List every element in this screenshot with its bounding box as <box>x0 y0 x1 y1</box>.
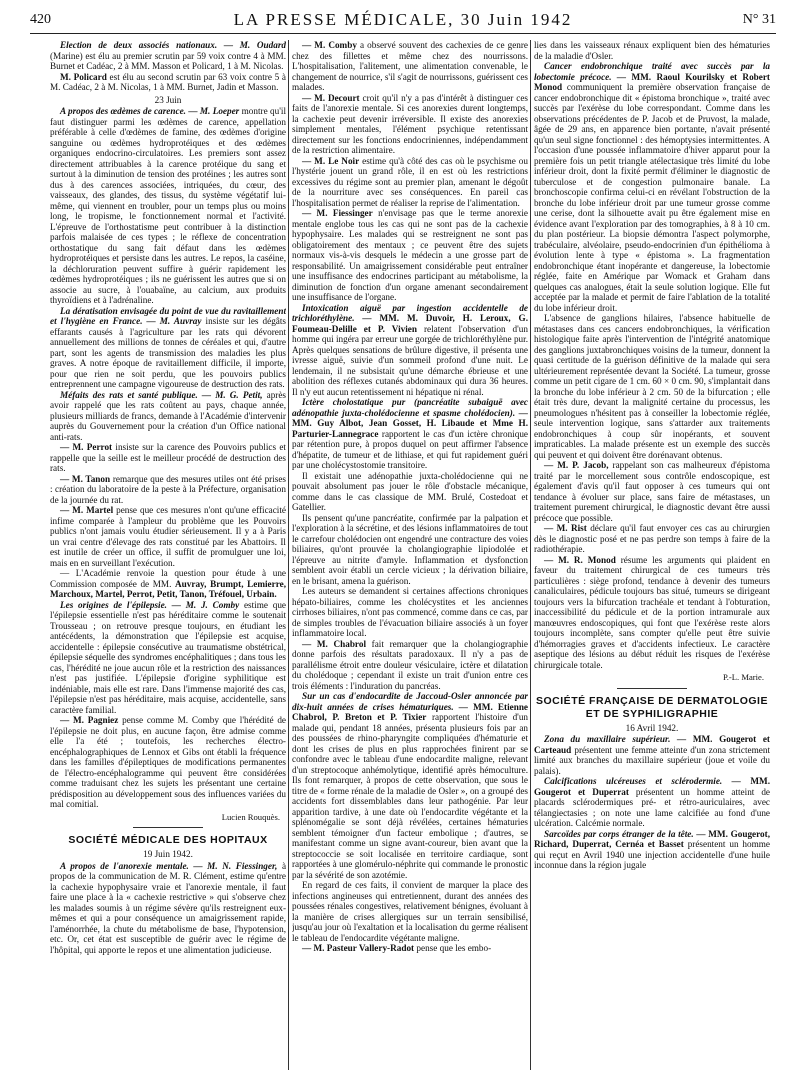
header-rule <box>30 33 776 34</box>
column-divider <box>288 40 289 1070</box>
paragraph: — M. Martel pense que ces mesures n'ont qu'une efficacité infime comparée à l'ampleur du problème que les Pouvoirs publics n'ont jamais voulu étudier sérieusement. Il y a à Paris un vrai centre d'élevage des rats constitué par les Abattoirs. Il est inutile de créer un office, il suffit de promulguer une loi, mais en en surveillant l'exécution. <box>50 505 286 568</box>
paragraph: Ils pensent qu'une pancréatite, confirmée par la palpation et l'exploration à la sécrétine, et des lésions inflammatoires de tout le carrefour cholédocien ont engendré une contracture des voies biliaires, qu'ont prouvée la cholangiographie lipiodolée et l'épreuve au nitrite d'amyle. Inflammation et dysfonction semblent avoir établi un cercle vicieux ; la dérivation biliaire, en le brisant, amena la guérison. <box>292 512 528 586</box>
section-divider <box>133 827 203 828</box>
article-heading: Zona du maxillaire supérieur. — <box>544 734 687 744</box>
article-heading: Intoxication aiguë par ingestion accidentelle de trichloréthylène. — <box>292 302 528 323</box>
author-name: MM. Gougerot et Carteaud <box>534 734 770 755</box>
author-name: — M. Rist <box>544 523 587 533</box>
author-name: — M. Chabrol <box>302 638 366 649</box>
section-divider <box>617 688 687 689</box>
paragraph: Les origines de l'épilepsie. — M. J. Comby estime que l'épilepsie essentielle n'est pas héréditaire comme le soutenait Trousseau ; on retrouve presque toujours, en étudiant les antécédents, la démonstration que l'épilepsie est acquise, accidentelle : épilepsie consécutive au traumatisme obstétrical, épilepsie séquelle des syndromes encéphalitiques ; dans tous les cas, l'hérédité ne joue aucun rôle et la restriction des naissances n'est pas justifiée. L'épilepsie d'origine syphilitique est indéniable, mais elle est rare. Dans l'immense majorité des cas, l'épilepsie n'est pas héréditaire, mais acquise, accidentelle, sans caractère familial. <box>50 599 286 715</box>
author-name: — M. P. Jacob, <box>544 460 609 470</box>
author-name: MM. Raoul Kourilsky et Robert Monod <box>534 71 770 92</box>
author-name: — M. Decourt <box>302 92 360 103</box>
article-heading: Méfaits des rats et santé publique. — M. G. Petit, <box>60 389 263 400</box>
page-header <box>30 10 776 32</box>
report-signature: P.-L. Marie. <box>722 672 764 682</box>
paragraph: — L'Académie renvoie la question pour étude à une Commission composée de MM. Auvray, Brumpt, Lemierre, Marchoux, Martel, Perrot, Petit, Tanon, Tréfouel, Urbain. <box>50 568 286 599</box>
author-name: — M. Pasteur Vallery-Radot <box>302 943 415 953</box>
article-heading: Ictère cholostatique pur (pancréatite subaiguë avec adénopathie juxta-cholédocienne et spasme cholédocien). — <box>292 397 528 418</box>
author-name: MM. Gougerot et Duperrat <box>534 776 770 797</box>
session-date: 19 Juin 1942. <box>143 849 193 859</box>
article-heading: A propos des œdèmes de carence. — M. Loeper <box>60 106 240 116</box>
page-number: 420 <box>30 12 51 27</box>
paragraph: lies dans les vaisseaux rénaux expliquent bien des hématuries de la maladie d'Osler. <box>534 40 770 61</box>
column-right <box>534 40 770 1070</box>
paragraph: — M. Rist déclare qu'il faut envoyer ces cas au chirurgien dès le diagnostic posé et ne pas perdre son temps à faire de la radiothérapie. <box>534 523 770 554</box>
paragraph: Méfaits des rats et santé publique. — M. G. Petit, après avoir rappelé que les rats coûtent au pays, chaque année, plusieurs milliards de francs, demande à l'Académie d'intervenir auprès du Gouvernement pour la création d'un Office national anti-rats. <box>50 389 286 442</box>
session-date: 16 Avril 1942. <box>625 722 679 733</box>
article-heading: Election de deux associés nationaux. — M. Oudard <box>60 40 286 50</box>
paragraph: Cancer endobronchique traité avec succès par la lobectomie précoce. — MM. Raoul Kourilsky et Robert Monod communiquent la première observation française de cancer endobronchique dit « épistoma bronchique », traité avec succès par l'exérèse du lobe correspondant. Comme dans les observations précédentes de P. Jacob et de Pruvost, la malade, âgée de 29 ans, en apparence bien portante, n'avait présenté qu'un seul signe fonctionnel : des hémoptysies intermittentes. A l'occasion d'une poussée inflammatoire d'hiver apparut pour la première fois un petit triangle atélectasique très limité du lobe inférieur droit, dont la fixité permit d'éliminer le diagnostic de tuberculose et de congestion pulmonaire banale. La bronchoscopie confirma celui-ci en révélant l'obstruction de la bronche du lobe inférieur droit par une tumeur grosse comme une cerise, dont la silhouette avait pu être également mise en évidence avant l'exploration par des tomographies, à 8 à 10 cm. du plan postérieur. La biopsie démontra l'aspect polymorphe, trabéculaire, alvéolaire, pseudo-endocrinien d'un épithélioma à évolution lente à type « épistoma ». La fragmentation endobronchique étant inopérante et dangereuse, la lobectomie réglée, faite en Amérique par Womack et Graham dans quelques cas analogues, était la seule solution logique. Elle fut acceptée par la malade et permit de faire l'ablation de la totalité du lobe inférieur droit. <box>534 61 770 313</box>
paragraph: La dératisation envisagée du point de vue du ravitaillement et l'hygiène en France. — M. Auvray insiste sur les dégâts effarants causés à l'agriculture par les rats qui dévorent annuellement des millions de tonnes de céréales et qui, d'autre part, sont les agents de transmission des maladies les plus graves. A notre époque de ravitaillement difficile, il importe, pour que rien ne soit perdu, que les pouvoirs publics entreprennent une campagne vigoureuse de destruction des rats. <box>50 305 286 389</box>
paragraph: Sur un cas d'endocardite de Jaccoud-Osler annoncée par dix-huit années de crises hématuriques. — MM. Etienne Chabrol, P. Breton et P. Tixier rapportent l'histoire d'un malade qui, pendant 18 années, présenta plusieurs fois par an des poussées de rhino-pharyngite compliquées d'hématurie et dont les crises de plus en plus rapprochées finirent par se confondre avec le tableau d'une endocardite maligne, relevant d'un streptocoque anhémolytique, identifié après hémoculture. Ils font remarquer, à propos de cette observation, que sous le titre de « forme rénale de la maladie de Osler », on a groupé des accidents fort dissemblables dans leur pathogénie. Par leur apparition tardive, à une date où l'endocardite végétante et la splénomégalie se sont déjà révélées, certaines hématuries semblent témoigner d'un facteur embolique ; d'autres, se manifestant comme un signe avant-coureur, bien avant que la streptococcie se soit localisée en territoire cardiaque, sont rapportées à une glomérulo-néphrite qui commande le pronostic par la sévérité de son azotémie. <box>292 691 528 880</box>
author-name: — M. Le Noir <box>302 155 360 166</box>
article-heading: Les origines de l'épilepsie. — M. J. Comby <box>60 599 240 610</box>
author-name: — M. Martel <box>60 505 114 515</box>
paragraph: A propos de l'anorexie mentale. — M. N. Fiessinger, à propos de la communication de M. R. Clément, estime qu'entre la cachexie hypophysaire vraie et l'anorexie mentale, il faut faire une place à la « cachexie restrictive » qui s'observe chez les malades soumis à un régime sévère qu'ils restreignent eux-mêmes et qui a pour conséquence un amaigrissement rapide, l'aménorrhée, la chute du métabolisme de base, l'hypotension, etc. Or, cet état est susceptible de guérir avec le régime de l'hôpital, qui apporte le repos et une alimentation judicieuse. <box>50 860 286 955</box>
session-date: 23 Juin <box>154 94 182 105</box>
paragraph: — M. P. Jacob, rappelant son cas malheureux d'épistoma traité par le morcellement sous contrôle endoscopique, est également d'avis qu'il faut opposer à ces tumeurs qui ont tendance à évoluer sur place, sans faire de métastases, un traitement purement chirurgical, le diagnostic devant être aussi précoce que possible. <box>534 460 770 523</box>
society-title: SOCIÉTÉ FRANÇAISE DE DERMATOLOGIE ET DE SYPHILIGRAPHIE <box>536 694 768 720</box>
paragraph: — M. Chabrol fait remarquer que la cholangiographie donne parfois des résultats paradoxaux. Il n'y a pas de parallélisme étroit entre douleur vésiculaire, ictère et dilatation du cholédoque ; cependant il existe un trait d'union entre ces trois éléments : l'induration du pancréas. <box>292 638 528 691</box>
journal-title: LA PRESSE MÉDICALE, 30 Juin 1942 <box>233 10 573 29</box>
author-name: M. Policard <box>60 71 107 82</box>
author-name: MM. Gougerot, Richard, Duperrat, Cernéa et Basset <box>534 828 770 849</box>
author-name: Auvray, Brumpt, Lemierre, Marchoux, Martel, Perrot, Petit, Tanon, Tréfouel, Urbain. <box>50 578 286 599</box>
author-name: — M. Comby <box>302 40 357 50</box>
paragraph: — M. Tanon remarque que des mesures utiles ont été prises : création du laboratoire de la peste à la Préfecture, organisation de la journée du rat. <box>50 473 286 505</box>
article-heading: Sur un cas d'endocardite de Jaccoud-Osler annoncée par dix-huit années de crises hématuriques. — <box>292 691 528 712</box>
paragraph: — M. Le Noir estime qu'à côté des cas où le psychisme ou l'hystérie jouent un grand rôle, il en est où les restrictions excessives du régime sont au premier plan, amenant le dégoût de la nourriture avec ses conséquences. En pareil cas l'hospitalisation permet de réaliser la reprise de l'alimentation. <box>292 155 528 208</box>
paragraph: Les auteurs se demandent si certaines affections chroniques hépato-biliaires, comme les cholécystites et les anciennes cirrhoses biliaires, n'ont pas commencé, comme dans ce cas, par de simples troubles de l'évacuation biliaire associés à un foyer inflammatoire local. <box>292 586 528 638</box>
article-heading: Cancer endobronchique traité avec succès par la lobectomie précoce. — <box>534 61 770 82</box>
author-name: — M. Perrot <box>60 442 113 452</box>
article-heading: Calcifications ulcéreuses et sclérodermie. — <box>544 776 741 786</box>
author-name: — M. R. Monod <box>544 554 616 565</box>
report-signature: Lucien Rouquès. <box>221 811 280 822</box>
issue-number: N° 31 <box>742 12 776 27</box>
society-title: SOCIÉTÉ MÉDICALE DES HOPITAUX <box>68 834 268 846</box>
paragraph: A propos des œdèmes de carence. — M. Loeper montre qu'il faut distinguer parmi les œdèmes de carence, appellation préférable à celle d'œdèmes de famine, des œdèmes d'origine sanguine ou œdèmes hydroprotéiques et des œdèmes organiques endocrino-circulatoires. Les premiers sont assez directement attribuables à la carence protéique du sang et surtout à la diminution de tension des protéines ; les autres sont dus à des carences associées, intriquées, du cœur, des vaisseaux, des glandes, des tissus, du système végétatif lui-même, qui viennent en troubler, pour un temps plus ou moins long, le tropisme, le fonctionnement normal et l'activité. L'épreuve de l'orthostatisme peut contribuer à la distinction parfois malaisée de ces types ; le réflexe de concentration orthostatique du sang fait défaut dans les œdèmes hydroprotéiques et persiste dans les autres. Le repos, la caséine, la déchloruration peuvent suffire à guérir rapidement les œdèmes hydroprotéiques ; ils ne guérissent les autres que si on associe au sucre, à l'ouabaïne, au calcium, aux produits thyroïdiens et à l'adrénaline. <box>50 106 286 305</box>
author-name: — M. Tanon <box>60 473 111 484</box>
paragraph: — M. Comby a observé souvent des cachexies de ce genre chez des fillettes et même chez des nourrissons. L'hospitalisation, l'alitement, une alimentation convenable, le changement de nourrice, s'il s'agit de nourrissons, guérissent ces malades. <box>292 40 528 92</box>
paragraph: L'absence de ganglions hilaires, l'absence habituelle de métastases dans ces cancers endobronchiques, la vérification histologique faite après l'intervention de l'intégrité anatomique des ganglions juxtabronchiques voisins de la tumeur, donnent la quasi certitude de la guérison définitive de la malade qui sera ultérieurement représentée devant la Société. La tumeur, grosse comme un petit cigare de 1 cm. 60 × 0 cm. 90, s'implantait dans la bronche du lobe inférieur à 2 cm. 50 de la bifurcation ; elle était très dure, devant la malignité certaine du processus, les pneumologues n'hésitent pas à conseiller la lobectomie réglée, seule intervention logique, sans s'attarder aux traitements endobronchiques à coup sûr inopérants, et souvent impraticables. La malade présente est un exemple des succès qui peuvent et qui doivent être dorénavant obtenus. <box>534 313 770 460</box>
article-heading: A propos de l'anorexie mentale. — M. N. Fiessinger, <box>60 860 278 871</box>
paragraph: Election de deux associés nationaux. — M. Oudard (Marine) est élu au premier scrutin par 59 voix contre 4 à MM. Burnet et Cadéac, 2 à MM. Masson et Policard, 1 à M. Nicolas. <box>50 40 286 71</box>
paragraph: En regard de ces faits, il convient de marquer la place des infections angineuses qui entretiennent, durant des années des poussées rénales congestives, relativement bénignes, évoluant à la manière de crises allergiques sur un terrain sensibilisé, jusqu'au jour où l'exaltation et la localisation du germe réalisent le tableau de l'endocardite végétante maligne. <box>292 880 528 943</box>
column-middle <box>292 40 528 1070</box>
paragraph: — M. Fiessinger n'envisage pas que le terme anorexie mentale englobe tous les cas qui ne sont pas de la cachexie hypophysaire. Les malades qui se restreignent ne sont pas obligatoirement des mentaux ; ce peuvent être des sujets normaux vis-à-vis desquels le médecin a une grosse part de responsabilité. Un amaigrissement considérable peut entraîner une insuffisance des endocrines participant au métabolisme, la diminution de fonction d'un organe amenant secondairement une insuffisance de l'organe. <box>292 208 528 302</box>
paragraph: — M. Pagniez pense comme M. Comby que l'hérédité de l'épilepsie ne doit plus, en aucune façon, être admise comme elle l'a été ; toutefois, les recherches électro-encéphalographiques de Lennox et Gibs ont établi la fréquence dans les familles d'épileptiques de modifications permanentes de l'électro-encéphalogramme qui peuvent être considérées comme traduisant chez les sujets les présentant une certaine prédisposition au développement sous des influences variées du mal comitial. <box>50 715 286 809</box>
column-left <box>50 40 286 1070</box>
paragraph: — M. R. Monod résume les arguments qui plaident en faveur du traitement chirurgical de ces tumeurs très particulières : siège profond, tendance à devenir des tumeurs canaliculaires, pédicule toujours bas situé, tumeurs se dirigeant toujours vers la bifurcation trachéale et tendant à l'obturation, inaccessibilité du pédicule et de la portion intramurale aux manœuvres endoscopiques, qui font que l'exérèse reste alors toujours incomplète, sans compter qu'elle peut être suivie d'hémorragies graves et d'accidents infectieux. Le caractère aseptique des lésions au début réduit les risques de l'exérèse chirurgicale totale. <box>534 554 770 670</box>
paragraph: — M. Perrot insiste sur la carence des Pouvoirs publics et rappelle que la seille est le meilleur procédé de destruction des rats. <box>50 442 286 473</box>
author-name: MM. M. Duvoir, H. Leroux, G. Foumeau-Delille et P. Vivien <box>292 313 528 334</box>
article-heading: Sarcoïdes par corps étranger de la tête. — <box>544 828 706 839</box>
paragraph: Ictère cholostatique pur (pancréatite subaiguë avec adénopathie juxta-cholédocienne et spasme cholédocien). — MM. Guy Albot, Jean Gosset, H. Libaude et Mme H. Parturier-Lannegrace rapportent le cas d'un ictère chronique par rétention pure, à propos duquel on peut affirmer l'absence d'hépatite, de tumeur et de lithiase, et qui fut rapidement guéri par une cholécystostomie transitoire. <box>292 397 528 470</box>
column-divider <box>530 40 531 1070</box>
paragraph: Il existait une adénopathie juxta-cholédocienne qui ne pouvait absolument pas jouer le rôle d'obstacle mécanique, comme dans le cas classique de MM. Brulé, Costedoat et Gatellier. <box>292 470 528 512</box>
author-name: — M. Fiessinger <box>302 208 373 218</box>
paragraph: Zona du maxillaire supérieur. — MM. Gougerot et Carteaud présentent une femme atteinte d'un zona strictement limité aux branches du maxillaire supérieur (joue et voile du palais). <box>534 734 770 776</box>
author-name: — M. Pagniez <box>60 715 119 725</box>
paragraph: M. Policard est élu au second scrutin par 63 voix contre 5 à M. Cadéac, 2 à M. Nicolas, 1 à MM. Burnet, Jadin et Masson. <box>50 71 286 92</box>
paragraph: Calcifications ulcéreuses et sclérodermie. — MM. Gougerot et Duperrat présentent un homme atteint de placards sclérodermiques pré- et rétro-auriculaires, avec télangiectasies ; on note une lame calcifiée au fond d'une ulcération. Calcémie normale. <box>534 776 770 828</box>
paragraph: Sarcoïdes par corps étranger de la tête. — MM. Gougerot, Richard, Duperrat, Cernéa et Basset présentent un homme qui reçut en Avril 1940 une injection accidentelle d'une huile inconnue dans la région jugale <box>534 828 770 870</box>
author-name: MM. Etienne Chabrol, P. Breton et P. Tixier <box>292 701 528 722</box>
paragraph: Intoxication aiguë par ingestion accidentelle de trichloréthylène. — MM. M. Duvoir, H. Leroux, G. Foumeau-Delille et P. Vivien relatent l'observation d'un homme qui ingéra par erreur une gorgée de trichloréthylène pur. Après quelques sensations de brûlure digestive, il présenta une ivresse aiguë, suivie d'un sommeil profond d'une nuit. Le lendemain, il ne subsistait qu'une démarche ébrieuse et une abolition des réflexes cutanés abdominaux qui dura 36 heures. Il n'y eut aucun retentissement ni hépatique ni rénal. <box>292 302 528 397</box>
author-name: MM. Guy Albot, Jean Gosset, H. Libaude et Mme H. Parturier-Lannegrace <box>292 418 528 439</box>
paragraph: — M. Decourt croit qu'il n'y a pas d'intérêt à distinguer ces faits de l'anorexie mentale. Si ces anorexies durent longtemps, la cachexie peut devenir irréversible. Il existe des anorexies simplement mentales, l'élément psychique retentissant directement sur les fonctions endocriniennes, indépendamment de la restriction alimentaire. <box>292 92 528 155</box>
article-heading: La dératisation envisagée du point de vue du ravitaillement et l'hygiène en France. — M. Auvray <box>50 305 286 326</box>
paragraph: — M. Pasteur Vallery-Radot pense que les embo- <box>302 943 492 953</box>
